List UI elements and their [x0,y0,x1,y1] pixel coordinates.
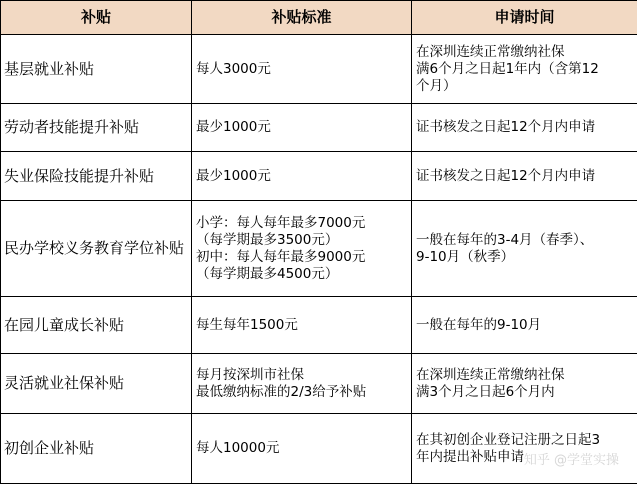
apply-time-line: 在深圳连续正常缴纳社保 [416,366,565,383]
table-row [1,104,637,152]
apply-time-line: 年内提出补贴申请 [416,448,524,465]
table-row [1,201,637,297]
apply-time-cell [412,104,637,152]
subsidy-name-cell: 在园儿童成长补贴 [1,297,192,354]
apply-time-cell [412,201,637,297]
standard-line: 初中：每人每年最多9000元 [196,248,366,265]
subsidy-name-cell: 初创企业补贴 [1,414,192,484]
header-apply-time: 申请时间 [412,1,637,35]
table-row [1,152,637,201]
apply-time-line: 一般在每年的9-10月 [416,316,542,333]
subsidy-standard-cell [192,354,412,414]
apply-time-line: 在其初创企业登记注册之日起3 [416,431,601,448]
subsidy-name-cell: 劳动者技能提升补贴 [1,104,192,152]
standard-line: 小学：每人每年最多7000元 [196,214,366,231]
standard-line: 每人10000元 [196,440,280,456]
apply-time-cell [412,297,637,354]
apply-time-cell [412,414,637,484]
subsidy-standard-cell [192,297,412,354]
subsidy-name-cell: 基层就业补贴 [1,35,192,104]
subsidy-standard-cell [192,35,412,104]
apply-time-cell [412,152,637,201]
standard-line: 最少1000元 [196,167,271,184]
watermark: 知乎 @学堂实操 [523,453,619,468]
subsidy-standard-cell [192,152,412,201]
standard-line: （每学期最多3500元） [196,231,339,248]
standard-line: 每月按深圳市社保 [196,366,304,383]
subsidy-standard-cell [192,414,412,484]
standard-line: 每生每年1500元 [196,316,298,333]
header-subsidy: 补贴 [1,1,192,35]
subsidy-standard-cell [192,104,412,152]
apply-time-line: 9-10月（秋季） [416,248,515,265]
header-row [1,1,637,35]
table-row [1,414,637,484]
subsidy-name-cell: 失业保险技能提升补贴 [1,152,192,201]
standard-line: 每人3000元 [196,60,271,77]
apply-time-line: 在深圳连续正常缴纳社保 [416,43,565,60]
apply-time-cell [412,35,637,104]
apply-time-line: 证书核发之日起12个月内申请 [416,119,596,135]
table-row [1,35,637,104]
standard-line: 最低缴纳标准的2/3给予补贴 [196,383,367,400]
header-standard: 补贴标准 [192,1,412,35]
apply-time-cell [412,354,637,414]
apply-time-line: 一般在每年的3-4月（春季）、 [416,231,594,248]
table-row [1,354,637,414]
subsidy-standard-cell [192,201,412,297]
apply-time-line: 满6个月之日起1年内（含第12 [416,60,599,77]
standard-line: 最少1000元 [196,119,271,135]
table-row [1,297,637,354]
apply-time-line: 个月） [416,77,457,94]
subsidy-name-cell: 民办学校义务教育学位补贴 [1,201,192,297]
apply-time-line: 满3个月之日起6个月内 [416,383,555,400]
apply-time-line: 证书核发之日起12个月内申请 [416,167,596,184]
subsidy-name-cell: 灵活就业社保补贴 [1,354,192,414]
standard-line: （每学期最多4500元） [196,265,339,282]
